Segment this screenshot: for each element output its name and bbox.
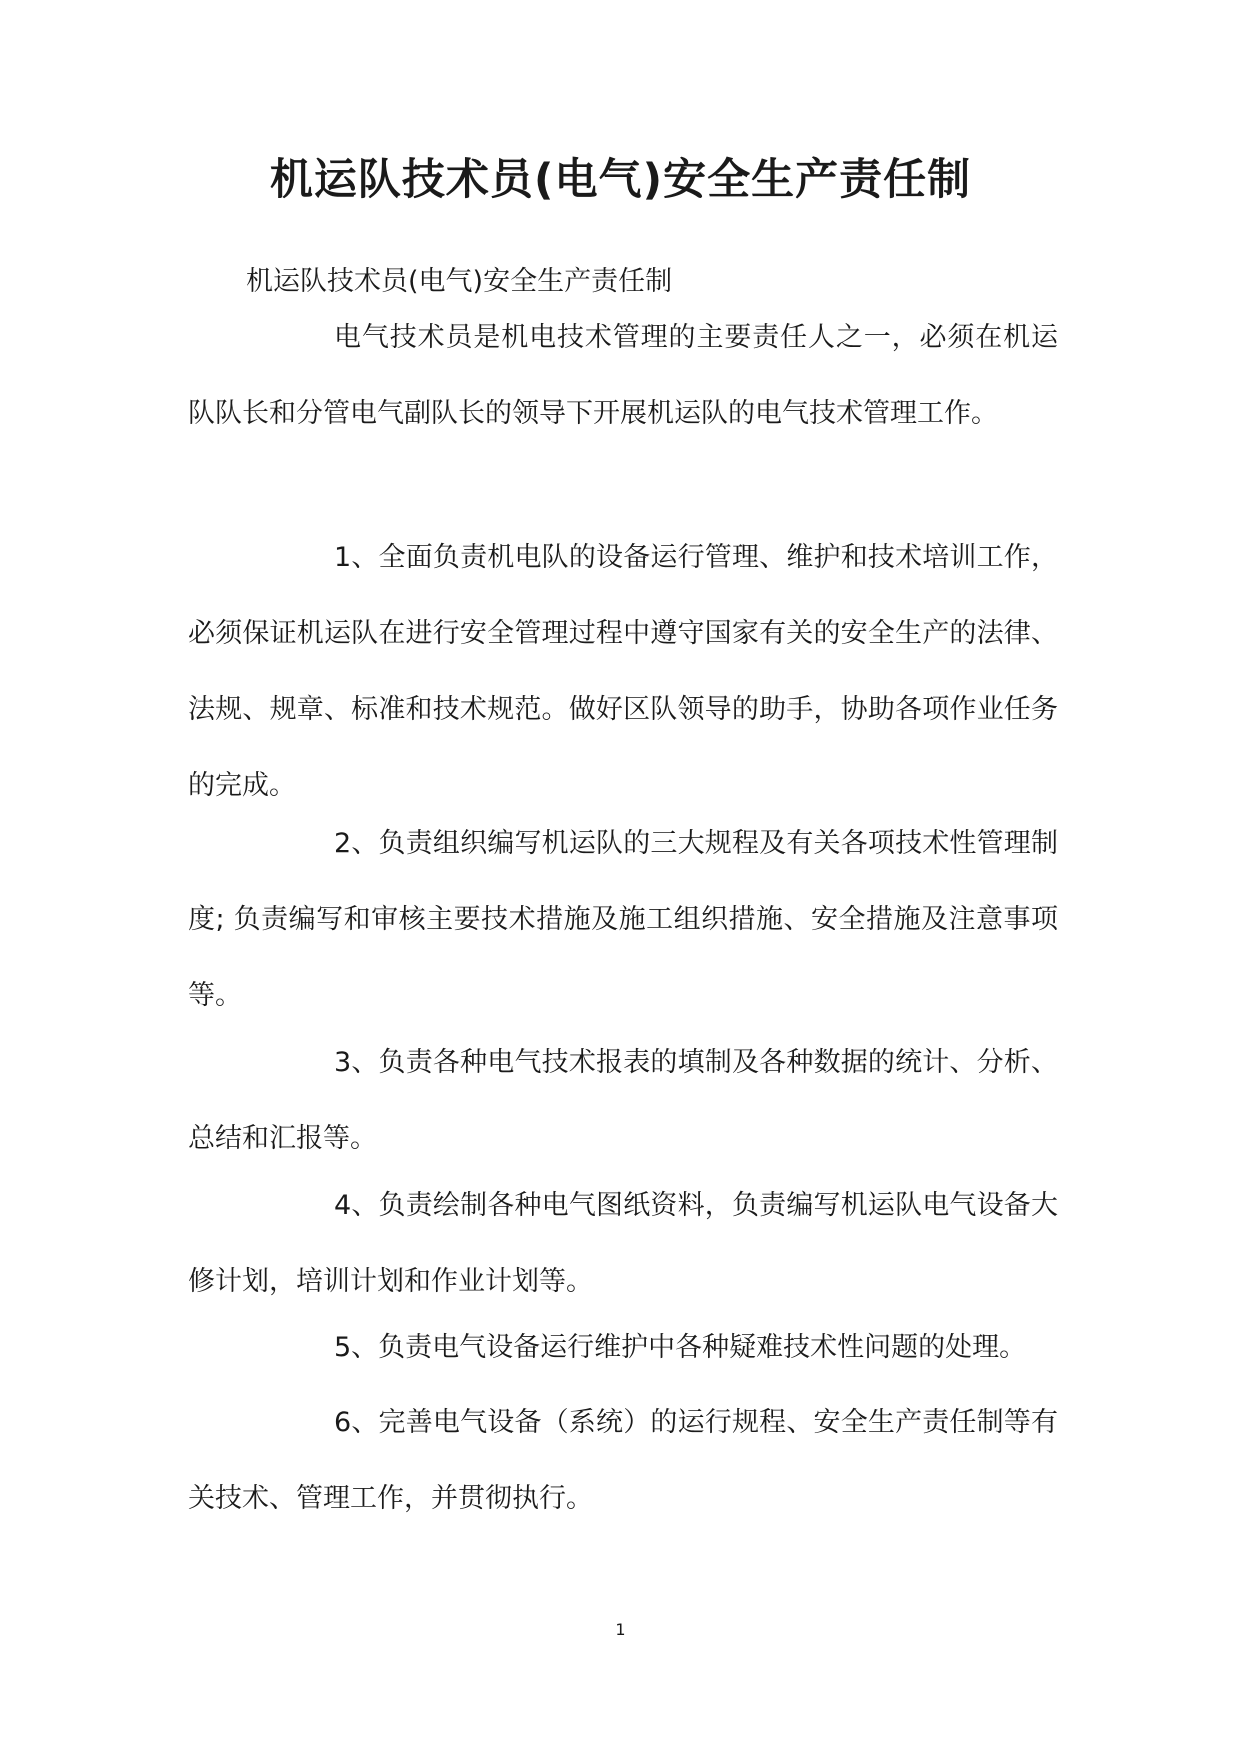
paragraph-item-3: 3、负责各种电气技术报表的填制及各种数据的统计、分析、总结和汇报等。 <box>188 1047 1058 1154</box>
paragraph-item-6: 6、完善电气设备（系统）的运行规程、安全生产责任制等有关技术、管理工作，并贯彻执行。 <box>188 1407 1058 1514</box>
paragraph-item-5: 5、负责电气设备运行维护中各种疑难技术性问题的处理。 <box>334 1332 1027 1363</box>
document-title: 机运队技术员(电气)安全生产责任制 <box>269 155 972 205</box>
paragraph-item-1: 1、全面负责机电队的设备运行管理、维护和技术培训工作，必须保证机运队在进行安全管理过程中遵守国家有关的安全生产的法律、法规、规章、标准和技术规范。做好区队领导的助手，协助各项作业任务的完成。 <box>188 542 1058 801</box>
paragraph-item-2: 2、负责组织编写机运队的三大规程及有关各项技术性管理制度; 负责编写和审核主要技术措施及施工组织措施、安全措施及注意事项等。 <box>188 828 1058 1011</box>
paragraph-intro: 电气技术员是机电技术管理的主要责任人之一，必须在机运队队长和分管电气副队长的领导下开展机运队的电气技术管理工作。 <box>188 322 1058 429</box>
page-number: 1 <box>615 1620 626 1639</box>
paragraph-item-4: 4、负责绘制各种电气图纸资料，负责编写机运队电气设备大修计划，培训计划和作业计划等。 <box>188 1190 1058 1297</box>
document-subtitle: 机运队技术员(电气)安全生产责任制 <box>246 266 673 297</box>
